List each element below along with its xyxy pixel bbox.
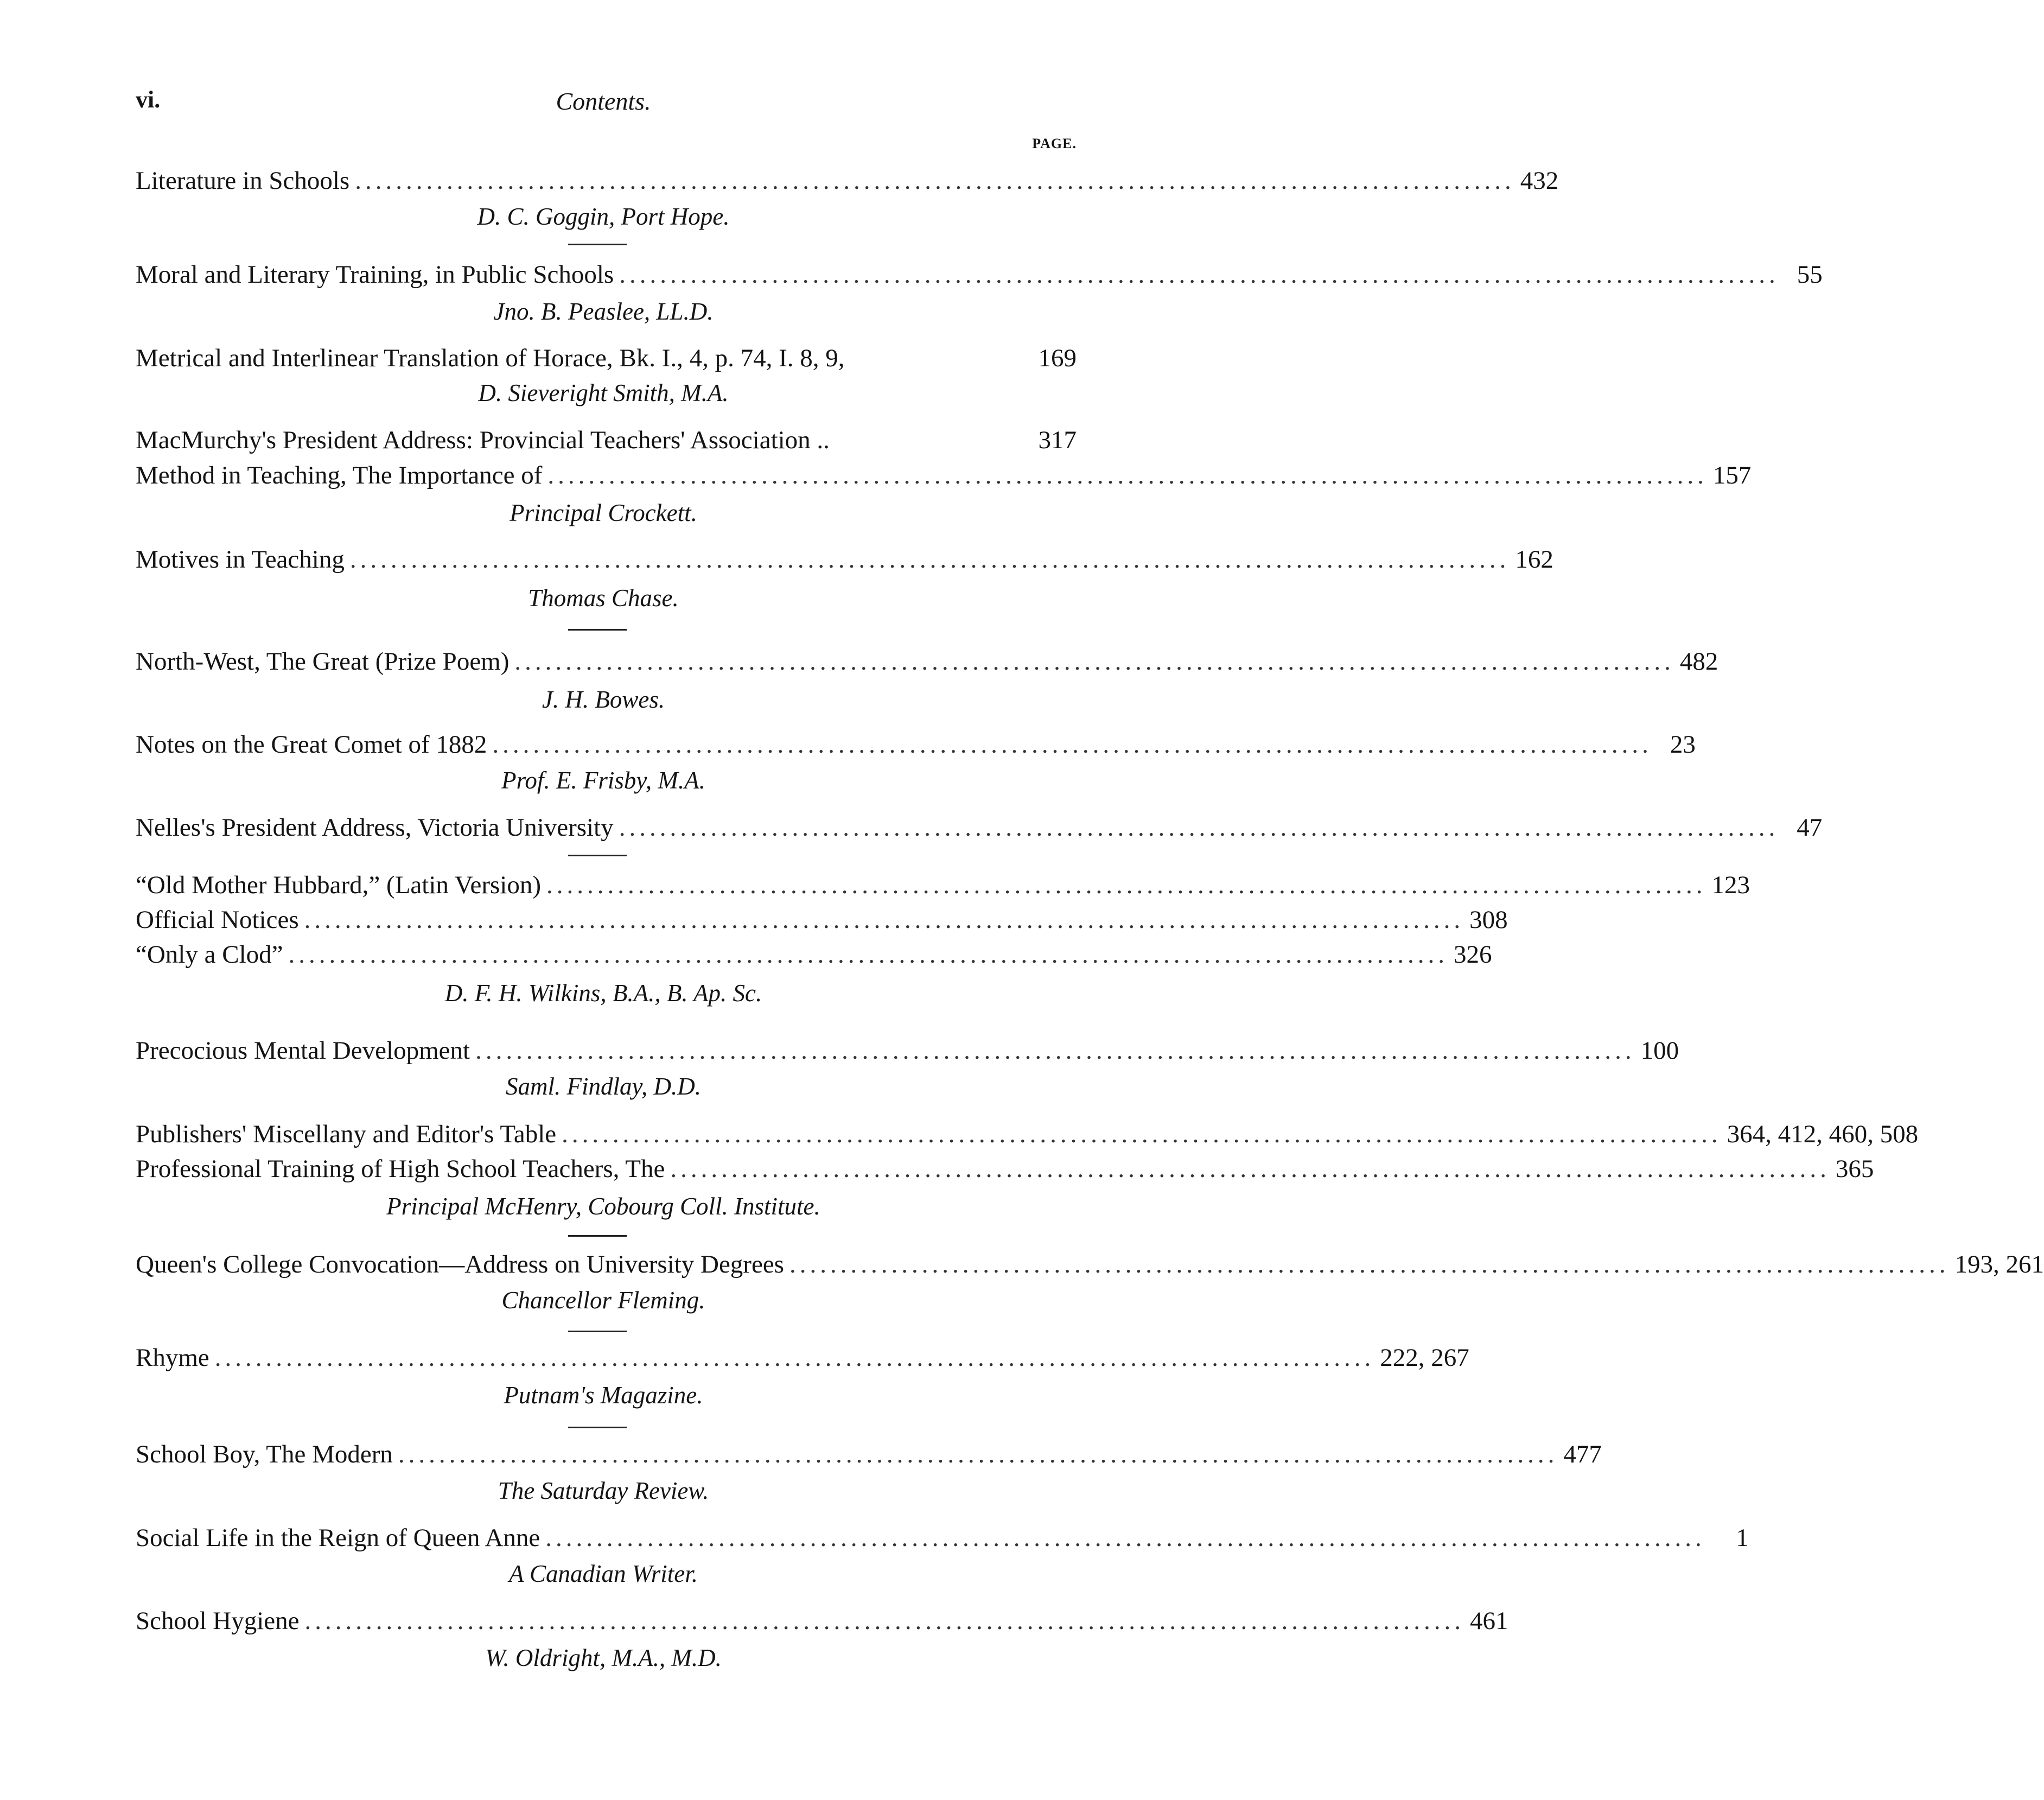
dot-leader: .................................................................................................................. (304, 1607, 1465, 1635)
entry-page: 23 (1670, 730, 1696, 759)
dot-leader: .................................................................................................................. (214, 1344, 1375, 1372)
entry-page: 308 (1469, 906, 1508, 934)
page-title: Contents. (556, 87, 651, 115)
toc-entry (136, 1118, 1919, 1150)
section-divider (568, 855, 627, 856)
dot-leader: .................................................................................................................. (670, 1155, 1830, 1183)
toc-entry (136, 1153, 1874, 1185)
entry-author: The Saturday Review. (498, 1477, 709, 1504)
entry-title: Motives in Teaching (136, 545, 345, 574)
entry-title: MacMurchy's President Address: Provincial Teachers' Association .. (136, 426, 830, 454)
dot-leader: .................................................................................................................. (545, 1524, 1705, 1552)
entry-author: D. F. H. Wilkins, B.A., B. Ap. Sc. (444, 979, 762, 1007)
toc-entry (136, 1438, 1602, 1471)
dot-leader: .................................................................................................................. (398, 1440, 1558, 1468)
entry-title: Method in Teaching, The Importance of (136, 461, 543, 489)
entry-page: 100 (1640, 1036, 1679, 1065)
dot-leader: .................................................................................................................. (492, 730, 1652, 759)
entry-page: 461 (1470, 1607, 1508, 1635)
toc-entry (136, 424, 1077, 456)
toc-entry (136, 342, 1077, 374)
dot-leader: .................................................................................................................. (514, 647, 1674, 676)
entry-author: Principal McHenry, Cobourg Coll. Institute. (386, 1193, 820, 1220)
dot-leader: .................................................................................................................. (475, 1036, 1635, 1065)
entry-page: 477 (1563, 1440, 1602, 1468)
entry-author: Jno. B. Peaslee, LL.D. (493, 298, 714, 325)
entry-page: 482 (1679, 647, 1718, 676)
entry-page: 162 (1515, 545, 1553, 574)
entry-title: Official Notices (136, 906, 299, 934)
page-column-label: PAGE. (1032, 136, 1077, 151)
toc-entry (136, 811, 1823, 844)
toc-entry (136, 1605, 1508, 1637)
dot-leader: .................................................................................................................. (619, 260, 1779, 289)
toc-entry (136, 459, 1752, 492)
entry-page: 1 (1736, 1524, 1749, 1552)
entry-title: Nelles's President Address, Victoria University (136, 813, 614, 842)
entry-title: Notes on the Great Comet of 1882 (136, 730, 487, 759)
toc-entry (136, 164, 1559, 197)
entry-author: J. H. Bowes. (542, 686, 665, 713)
entry-title: Professional Training of High School Teachers, The (136, 1155, 665, 1183)
entry-title: Literature in Schools (136, 167, 350, 195)
entry-author: Prof. E. Frisby, M.A. (501, 767, 705, 794)
entry-author: Principal Crockett. (510, 499, 697, 526)
entry-page: 55 (1797, 260, 1823, 289)
entry-author: Putnam's Magazine. (504, 1382, 703, 1409)
entry-title: “Old Mother Hubbard,” (Latin Version) (136, 871, 542, 899)
entry-title: “Only a Clod” (136, 940, 283, 969)
dot-leader: .................................................................................................................. (349, 545, 1510, 574)
entry-author: Chancellor Fleming. (501, 1287, 705, 1314)
entry-page: 365 (1835, 1155, 1874, 1183)
section-divider (568, 244, 627, 245)
page-number: vi. (136, 86, 161, 113)
entry-title: Publishers' Miscellany and Editor's Table (136, 1120, 557, 1148)
entry-title: School Boy, The Modern (136, 1440, 393, 1468)
entry-page: 157 (1712, 461, 1752, 489)
entry-author: A Canadian Writer. (509, 1560, 698, 1587)
entry-page: 326 (1454, 940, 1492, 969)
section-divider (568, 629, 627, 631)
dot-leader: .................................................................................................................. (562, 1120, 1722, 1148)
toc-entry (136, 1248, 2044, 1281)
entry-page: 123 (1711, 871, 1750, 899)
entry-title: Precocious Mental Development (136, 1036, 470, 1065)
entry-page: 47 (1797, 813, 1823, 842)
toc-entry (136, 1522, 1749, 1554)
section-divider (568, 1427, 627, 1428)
section-divider (568, 1331, 627, 1332)
entry-title: Metrical and Interlinear Translation of Horace, Bk. I., 4, p. 74, I. 8, 9, (136, 344, 845, 372)
dot-leader: .................................................................................................................. (304, 906, 1464, 934)
entry-author: Saml. Findlay, D.D. (506, 1073, 701, 1100)
toc-entry (136, 1034, 1679, 1067)
section-divider (568, 1235, 627, 1237)
toc-entry (136, 869, 1750, 901)
toc-entry (136, 904, 1508, 936)
entry-page: 222, 267 (1380, 1344, 1469, 1372)
entry-page: 317 (1038, 426, 1077, 454)
toc-entry (136, 728, 1696, 761)
entry-title: Rhyme (136, 1344, 209, 1372)
toc-entry (136, 258, 1823, 291)
dot-leader: .................................................................................................................. (547, 461, 1708, 489)
entry-page: 364, 412, 460, 508 (1727, 1120, 1919, 1148)
toc-entry (136, 938, 1492, 971)
dot-leader: .................................................................................................................. (355, 167, 1515, 195)
entry-page: 432 (1520, 167, 1559, 195)
entry-title: Queen's College Convocation—Address on University Degrees (136, 1250, 784, 1279)
entry-author: D. C. Goggin, Port Hope. (477, 203, 730, 230)
entry-author: Thomas Chase. (528, 584, 679, 612)
entry-page: 193, 261 (1954, 1250, 2044, 1279)
entry-author: W. Oldright, M.A., M.D. (485, 1644, 722, 1671)
entry-author: D. Sieveright Smith, M.A. (478, 379, 729, 406)
entry-title: North-West, The Great (Prize Poem) (136, 647, 510, 676)
dot-leader: .................................................................................................................. (789, 1250, 1950, 1279)
dot-leader: .................................................................................................................. (619, 813, 1779, 842)
entry-page: 169 (1038, 344, 1077, 372)
toc-entry (136, 645, 1718, 678)
toc-entry (136, 543, 1553, 576)
dot-leader: .................................................................................................................. (546, 871, 1706, 899)
toc-entry (136, 1341, 1469, 1374)
entry-title: School Hygiene (136, 1607, 300, 1635)
dot-leader: .................................................................................................................. (288, 940, 1448, 969)
entry-title: Social Life in the Reign of Queen Anne (136, 1524, 540, 1552)
entry-title: Moral and Literary Training, in Public Schools (136, 260, 614, 289)
